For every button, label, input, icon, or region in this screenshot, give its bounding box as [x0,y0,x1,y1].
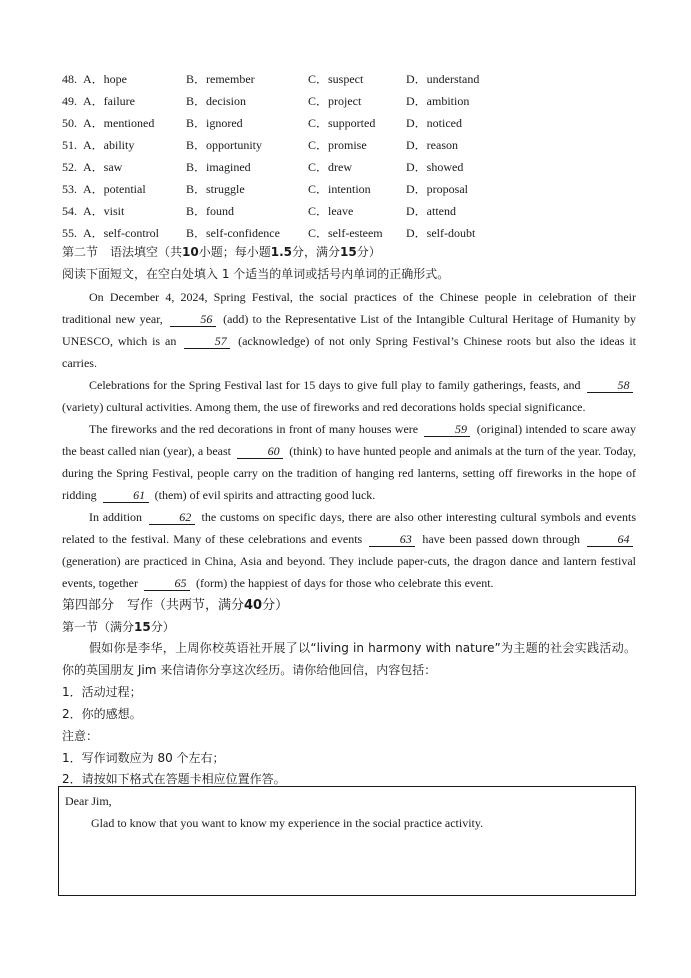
passage-paragraph-4 [62,506,636,594]
letter-first-line: Glad to know that you want to know my experience in the social practice activity. [91,816,484,830]
option-a[interactable] [62,159,122,175]
question-number: 50. [62,116,77,130]
passage-paragraph-1 [62,286,636,374]
passage-text: (them) of evil spirits and attracting good luck. [154,488,376,502]
option-d[interactable]: D．attend [406,204,456,218]
answer-blank-58[interactable]: 58 [587,379,633,393]
option-a[interactable] [62,181,146,197]
part4-section1-heading [62,619,175,635]
question-number: 55. [62,226,77,240]
passage-text: On December 4, 2024, Spring Festival, the social practices of the Chinese people in celebration of their traditional new year, [62,290,636,326]
option-a-text[interactable]: A．hope [83,72,127,86]
option-d[interactable]: D．showed [406,160,464,174]
heading-text: 第四部分 写作（共两节，满分 [62,598,245,613]
section2-instruction: 阅读下面短文，在空白处填入 1 个适当的单词或括号内单词的正确形式。 [62,267,450,281]
prompt-item-1: 1．活动过程； [62,685,142,699]
passage-text: (original) intended to scare away the beast called nian (year), a beast [62,422,637,458]
option-c[interactable]: C．self-esteem [308,226,383,240]
option-a-text[interactable]: A．visit [83,204,125,218]
option-d[interactable]: D．understand [406,72,480,86]
passage-text: (generation) are practiced in China, Asia and beyond. They include paper-cuts, the dragon dance and lantern festival events, together [62,554,636,590]
passage-text: Celebrations for the Spring Festival last for 15 days to give full play to family gatherings, feasts, and [89,378,581,392]
option-a[interactable] [62,225,159,241]
writing-prompt: 假如你是李华，上周你校英语社开展了以“living in harmony with nature”为主题的社会实践活动。你的英国朋友 Jim 来信请你分享这次经历。请你给他回信，内容包括： [62,641,636,677]
heading-text: 分） [150,620,175,634]
answer-blank-60[interactable]: 60 [237,445,283,459]
option-a-text[interactable]: A．saw [83,160,123,174]
note-item-2: 2．请按如下格式在答题卡相应位置作答。 [62,772,286,786]
note-label: 注意： [62,729,99,743]
section-score: 15 [134,620,151,634]
option-c[interactable]: C．intention [308,182,371,196]
question-number: 52. [62,160,77,174]
total-score: 40 [244,598,263,613]
option-a-text[interactable]: A．potential [83,182,146,196]
option-c[interactable]: C．supported [308,116,376,130]
part4-heading [62,598,288,614]
option-a[interactable] [62,71,127,87]
section2-heading [62,244,381,260]
option-a[interactable] [62,203,124,219]
answer-blank-65[interactable]: 65 [144,577,190,591]
option-b[interactable]: B．opportunity [186,138,263,152]
passage-text: (variety) cultural activities. Among them, the use of fireworks and red decorations holds special significance. [62,400,586,414]
total-score: 15 [340,245,357,259]
passage-text: (think) to have hunted people and animals at the turn of the year. Today, during the Spring Festival, people carry on the tradition of hanging red lanterns, setting off fireworks in the hope of ridding [62,444,637,502]
option-a[interactable] [62,115,154,131]
question-count: 10 [182,245,199,259]
option-a-text[interactable]: A．mentioned [83,116,155,130]
option-b[interactable]: B．found [186,204,235,218]
answer-blank-61[interactable]: 61 [103,489,149,503]
passage-text: have been passed down through [422,532,580,546]
option-d[interactable]: D．reason [406,138,458,152]
prompt-item-2: 2．你的感想。 [62,707,142,721]
option-c[interactable]: C．drew [308,160,352,174]
passage-text: the customs on specific days, there are also other interesting cultural symbols and events related to the festival. Many of these celebrations and events [62,510,637,546]
heading-text: 第二节 语法填空（共 [62,245,183,259]
option-c[interactable]: C．suspect [308,72,364,86]
letter-greeting: Dear Jim, [65,794,112,808]
question-number: 49. [62,94,77,108]
heading-text: 分，满分 [292,245,341,259]
heading-text: 第一节（满分 [62,620,135,634]
answer-blank-62[interactable]: 62 [149,511,195,525]
option-c[interactable]: C．project [308,94,362,108]
passage-paragraph-2 [62,374,636,418]
answer-blank-57[interactable]: 57 [184,335,230,349]
option-b[interactable]: B．decision [186,94,246,108]
question-number: 53. [62,182,77,196]
passage-text: (form) the happiest of days for those who celebrate this event. [195,576,494,590]
passage-text: In addition [89,510,143,524]
question-number: 51. [62,138,77,152]
option-d[interactable]: D．proposal [406,182,468,196]
option-d[interactable]: D．noticed [406,116,462,130]
option-b[interactable]: B．self-confidence [186,226,280,240]
passage-text: The fireworks and the red decorations in front of many houses were [89,422,419,436]
option-b[interactable]: B．ignored [186,116,243,130]
heading-text: 分） [262,598,289,613]
option-b[interactable]: B．struggle [186,182,245,196]
answer-blank-63[interactable]: 63 [369,533,415,547]
option-a[interactable] [62,137,134,153]
option-a[interactable] [62,93,135,109]
option-c[interactable]: C．promise [308,138,367,152]
option-b[interactable]: B．remember [186,72,255,86]
answer-blank-56[interactable]: 56 [170,313,216,327]
answer-letter-box[interactable] [58,786,636,896]
option-a-text[interactable]: A．ability [83,138,135,152]
score-per-question: 1.5 [270,245,292,259]
option-d[interactable]: D．ambition [406,94,470,108]
note-item-1: 1．写作词数应为 80 个左右； [62,751,225,765]
option-a-text[interactable]: A．self-control [83,226,159,240]
heading-text: 分） [356,245,381,259]
option-b[interactable]: B．imagined [186,160,251,174]
question-number: 48. [62,72,77,86]
option-d[interactable]: D．self-doubt [406,226,476,240]
passage-text: (acknowledge) of not only Spring Festival’s Chinese roots but also the ideas it carries. [62,334,637,370]
question-number: 54. [62,204,77,218]
option-a-text[interactable]: A．failure [83,94,135,108]
answer-blank-59[interactable]: 59 [424,423,470,437]
answer-blank-64[interactable]: 64 [587,533,633,547]
passage-text: (add) to the Representative List of the Intangible Cultural Heritage of Humanity by UNESCO, which is an [62,312,637,348]
heading-text: 小题；每小题 [198,245,271,259]
passage-paragraph-3 [62,418,636,506]
option-c[interactable]: C．leave [308,204,354,218]
